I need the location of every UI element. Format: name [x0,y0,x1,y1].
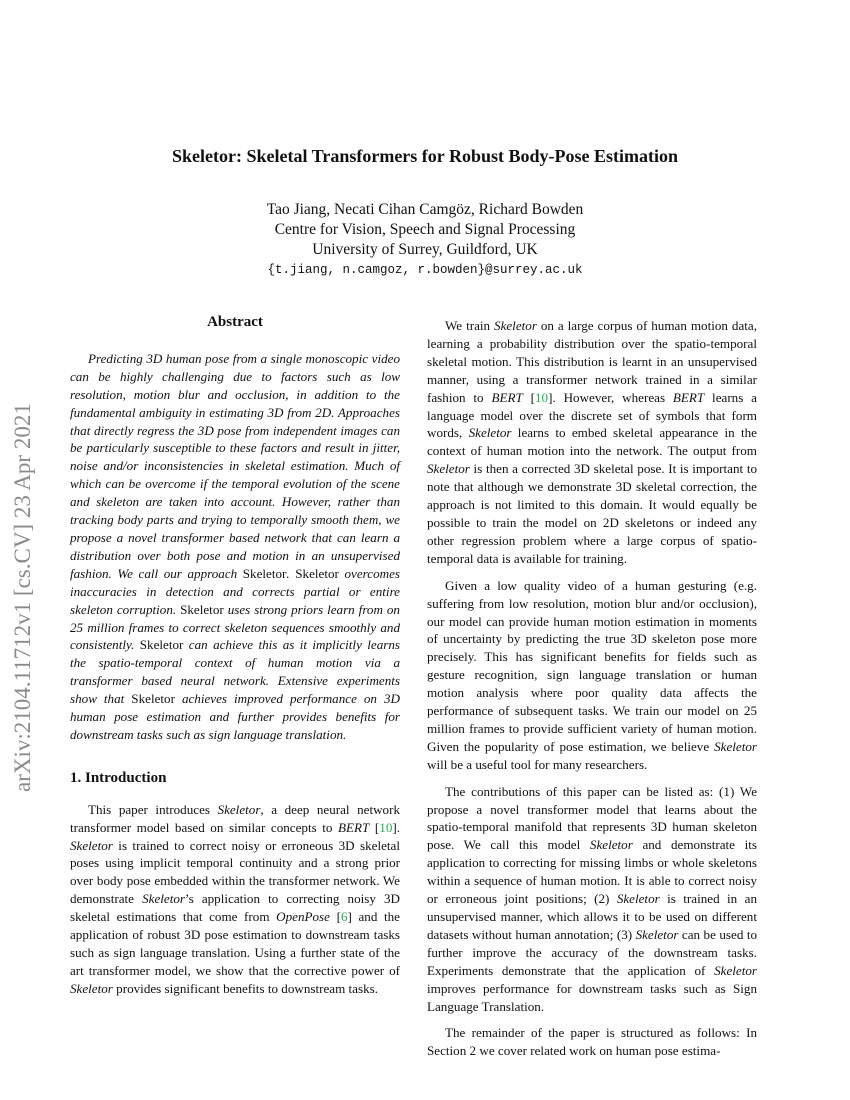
citation-link[interactable]: 10 [379,819,393,835]
introduction-heading: 1. Introduction [70,769,167,786]
author-names: Tao Jiang, Necati Cihan Camgöz, Richard Bowden [266,201,584,218]
right-column [427,317,757,1060]
citation-link[interactable]: 6 [340,909,348,925]
affiliation-university: University of Surrey, Guildford, UK [312,241,538,258]
body-paragraph-motivation: Given a low quality video of a human gesturing (e.g. suffering from low resolution, motion blur and/or occlusion), our model can provide human motion estimation in moments of uncertainty by predicting the true 3D skeleton pose more precisely. This has significant benefits for fields such as gesture recognition, sign language translation or human motion analysis where poor quality data affects the performance of subsequent tasks. We train our model on 25 million frames to provide sufficient variety of human motion. Given the popularity of pose estimation, we believe Skeletor will be a useful tool for many researchers. [427,577,757,772]
left-column [70,314,400,998]
body-paragraph-contributions: The contributions of this paper can be listed as: (1) We propose a novel transformer model that learns about the spatio-temporal manifold that represents 3D human skeleton pose. We call this model Skeletor and demonstrate its application to correcting for missing limbs or whole skeletons within a sequence of human motion. It is able to correct noisy or erroneous joint positions; (2) Skeletor is trained in an unsupervised manner, which allows it to be used on different datasets without human annotation; (3) Skeletor can be used to further improve the accuracy of the downstream tasks. Experiments demonstrate that the application of Skeletor improves performance for downstream tasks such as Sign Language Translation. [427,783,758,1014]
affiliation-centre: Centre for Vision, Speech and Signal Processing [274,221,576,238]
body-paragraph-structure: The remainder of the paper is structured as follows: In Section 2 we cover related work on human pose estima- [427,1025,757,1059]
paper-title: Skeletor: Skeletal Transformers for Robust Body-Pose Estimation [172,146,678,166]
citation-link[interactable]: 10 [534,389,549,405]
abstract-heading: Abstract [207,314,263,330]
author-emails: {t.jiang, n.camgoz, r.bowden}@surrey.ac.uk [267,263,583,277]
arxiv-identifier: arXiv:2104.11712v1 [cs.CV] 23 Apr 2021 [10,403,35,792]
body-paragraph-training: We train Skeletor on a large corpus of human motion data, learning a probability distribution over the spatio-temporal skeletal motion. This distribution is learnt in an unsupervised manner, using a transformer network trained in a similar fashion to BERT [10]. However, whereas BERT learns a language model over the discrete set of symbols that form words, Skeletor learns to embed skeletal appearance in the context of human motion into the network. The output from Skeletor is then a corrected 3D skeletal pose. It is important to note that although we demonstrate 3D skeletal correction, the approach is not limited to this domain. It would equally be possible to train the model on 2D skeletons or indeed any other regression problem where a large corpus of spatio-temporal data is available for training. [427,318,757,566]
introduction-paragraph: This paper introduces Skeletor, a deep neural network transformer model based on similar concepts to BERT [10]. Skeletor is trained to correct noisy or erroneous 3D skeletal poses using implicit temporal continuity and a strong prior over body pose embedded within the transformer network. We demonstrate Skeletor’s application to correcting noisy 3D skeletal estimations that come from OpenPose [6] and the application of robust 3D pose estimation to downstream tasks such as sign language translation. Using a further state of the art transformer model, we show that the corrective power of Skeletor provides significant benefits to downstream tasks. [70,801,401,996]
abstract-text: Predicting 3D human pose from a single monoscopic video can be highly challenging due to factors such as low resolution, motion blur and occlusion, in addition to the fundamental ambiguity in estimating 3D from 2D. Approaches that directly regress the 3D pose from independent images can be particularly susceptible to these factors and result in jitter, noise and/or inconsistencies in skeletal estimation. Much of which can be overcome if the temporal evolution of the scene and skeleton are taken into account. However, rather than tracking body parts and trying to temporally smooth them, we propose a novel transformer based network that can learn a distribution over both pose and motion in an unsupervised fashion. We call our approach Skeletor. Skeletor overcomes inaccuracies in detection and corrects partial or entire skeleton corruption. Skeletor uses strong priors learn from on 25 million frames to correct skeleton sequences smoothly and consistently. Skeletor can achieve this as it implicitly learns the spatio-temporal context of human motion via a transformer based neural network. Extensive experiments show that Skeletor achieves improved performance on 3D human pose estimation and further provides benefits for downstream tasks such as sign language translation. [70,350,400,742]
author-block [0,200,850,280]
